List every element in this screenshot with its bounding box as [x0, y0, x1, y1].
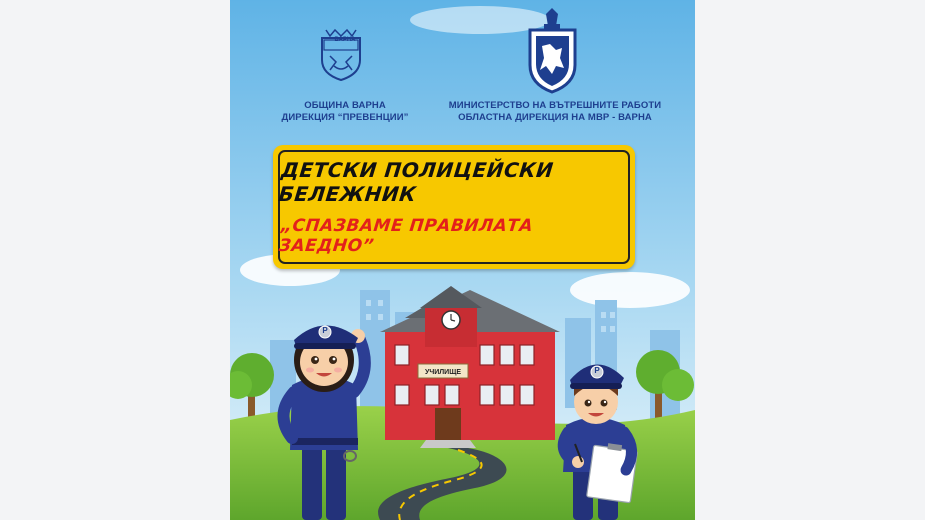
- notebook-subtitle: „СПАЗВАМЕ ПРАВИЛАТА ЗАЕДНО”: [277, 216, 535, 256]
- cap-badge-left: P: [322, 326, 328, 335]
- right-org-line1: МИНИСТЕРСТВО НА ВЪТРЕШНИТЕ РАБОТИ: [448, 100, 662, 111]
- left-org-name: [270, 100, 420, 124]
- notebook-title: ДЕТСКИ ПОЛИЦЕЙСКИ БЕЛЕЖНИК: [277, 158, 555, 206]
- school-label: УЧИЛИЩЕ: [424, 369, 462, 376]
- left-emblem-label: ВАРНА: [334, 37, 356, 43]
- title-sign: [273, 145, 635, 269]
- title-sign-frame: [278, 150, 630, 264]
- right-org-line2: ОБЛАСТНА ДИРЕКЦИЯ НА МВР - ВАРНА: [458, 112, 652, 123]
- right-org-name: [435, 100, 675, 124]
- left-org-line2: ДИРЕКЦИЯ “ПРЕВЕНЦИИ”: [281, 112, 409, 123]
- notebook-cover: [230, 0, 695, 520]
- left-org-line1: ОБЩИНА ВАРНА: [304, 100, 386, 111]
- varna-municipality-block: [270, 30, 420, 124]
- cap-badge-right: P: [594, 366, 600, 375]
- mvr-block: [435, 8, 675, 124]
